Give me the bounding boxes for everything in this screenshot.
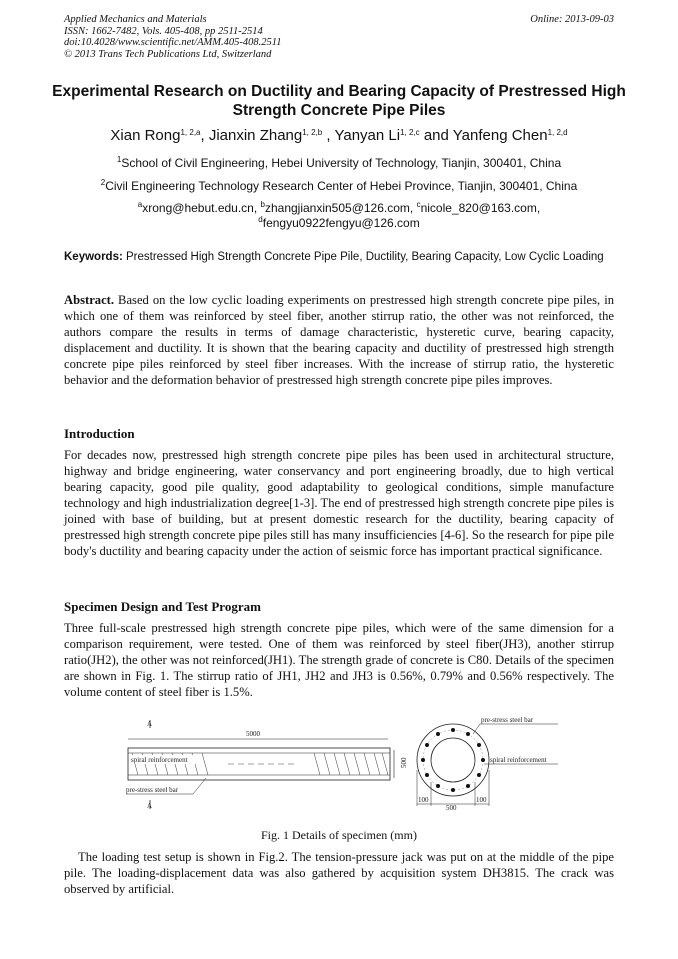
section-mark-top: A xyxy=(147,720,153,728)
author-name: Yanfeng Chen xyxy=(452,127,548,144)
author-sep: and xyxy=(419,127,453,144)
spiral-ring xyxy=(423,730,483,790)
author-sup: 1, 2,d xyxy=(547,128,568,137)
keywords-text: Prestressed High Strength Concrete Pipe Pile, Ductility, Bearing Capacity, Low Cyclic Loading xyxy=(126,251,604,263)
length-label: 5000 xyxy=(246,730,260,738)
doi: doi:10.4028/www.scientific.net/AMM.405-408.2511 xyxy=(64,37,282,48)
dim-mid-label: 500 xyxy=(446,804,457,812)
abstract xyxy=(64,292,614,388)
intro-paragraph: For decades now, prestressed high strength concrete pipe piles has been used in architectural structure, highway and bridge engineering, water conservancy and port engineering broadly, due to high vertical bearing capacity, good pile quality, good adaptability to geological conditions, simple manufacture technology and high industrialization degree[1-3]. The end of prestressed high strength concrete pipe piles is joined with base of building, but at present domestic research for the ductility, bearing capacity of prestressed high strength concrete pipe piles still has many insufficiencies [4-6]. So the research for pipe pile body's ductility and bearing capacity under the action of seismic force has important practical significance. xyxy=(64,448,614,558)
online-date: Online: 2013-09-03 xyxy=(530,14,614,25)
abstract-text: Based on the low cyclic loading experiments on prestressed high strength concrete pipe piles, in which one of them was reinforced by steel fiber, another stirrup ratio, the other was not reinforced, the authors compare the results in terms of damage characteristic, hysteretic curve, bearing capacity, displacement and ductility. It is shown that the bearing capacity and ductility of prestressed high strength concrete pipe piles reinforced by steel fiber increases. With the increase of stirrup ratio, the hysteretic behavior and the deformation behavior of prestressed high strength concrete pipe piles improves. xyxy=(64,293,614,387)
author-sep: , xyxy=(322,127,335,144)
email[interactable]: nicole_820@163.com, xyxy=(420,201,541,215)
affiliation-sup: 2 xyxy=(100,178,106,187)
email[interactable]: xrong@hebut.edu.cn, xyxy=(142,201,261,215)
specimen-paragraph: Three full-scale prestressed high strength concrete pipe piles, which were of the same dimension for a comparison requirement, were tested. One of them was reinforced by steel fiber(JH3), another stirrup ratio(JH2), the other was not reinforced(JH1). The strength grade of concrete is C80. Details of the specimen are shown in Fig. 1. The stirrup ratio of JH1, JH2 and JH3 is 0.56%, 0.79% and 0.56% respectively. The volume content of steel fiber is 1.5%. xyxy=(64,621,614,699)
author-list xyxy=(40,126,638,146)
prestress-label-left: pre-stress steel bar xyxy=(126,786,179,794)
email-sup: d xyxy=(258,215,263,224)
pipe-inner-circle xyxy=(431,738,475,782)
author-sup: 1, 2,b xyxy=(302,128,323,137)
email-sup: b xyxy=(260,200,265,209)
author-name: Yanyan Li xyxy=(334,127,401,144)
author-name: Jianxin Zhang xyxy=(208,127,303,144)
section-mark-bottom: A xyxy=(147,802,153,810)
journal-name: Applied Mechanics and Materials xyxy=(64,14,207,25)
paper-title: Experimental Research on Ductility and Bearing Capacity of Prestressed High Strength Concrete Pipe Piles xyxy=(52,83,626,119)
spiral-label-left: spiral reinforcement xyxy=(131,756,188,764)
email[interactable]: fengyu0922fengyu@126.com xyxy=(262,216,420,230)
abstract-label: Abstract. xyxy=(64,293,115,307)
email-sup: a xyxy=(137,200,143,209)
copyright: © 2013 Trans Tech Publications Ltd, Switzerland xyxy=(64,48,272,60)
figure-caption: Fig. 1 Details of specimen (mm) xyxy=(261,828,417,842)
loading-paragraph: The loading test setup is shown in Fig.2. The tension-pressure jack was put on at the middle of the pipe pile. The loading-displacement data was also gathered by acquisition system DH3815. The crack was observed by artificial. xyxy=(64,850,614,896)
dim-right-label: 100 xyxy=(476,796,487,804)
keywords xyxy=(64,250,614,264)
author-sup: 1, 2,a xyxy=(180,128,201,137)
prestress-leader-tip xyxy=(193,778,206,794)
affiliation-text: School of Civil Engineering, Hebei University of Technology, Tianjin, 300401, China xyxy=(121,156,562,170)
email-list xyxy=(40,201,638,231)
email-sup: c xyxy=(416,200,421,209)
keywords-label: Keywords: xyxy=(64,251,123,263)
specimen-figure xyxy=(118,712,563,812)
affiliation-sup: 1 xyxy=(116,155,122,164)
intro-heading: Introduction xyxy=(64,426,135,441)
specimen-heading: Specimen Design and Test Program xyxy=(64,599,261,614)
affiliation-text: Civil Engineering Technology Research Center of Hebei Province, Tianjin, 300401, China xyxy=(105,179,578,193)
prestress-label-right: pre-stress steel bar xyxy=(481,716,534,724)
journal-header xyxy=(64,14,614,60)
author-sep: , xyxy=(200,127,209,144)
author-name: Xian Rong xyxy=(110,127,181,144)
affiliation-1 xyxy=(40,156,638,171)
diameter-label: 500 xyxy=(400,757,408,768)
affiliation-2 xyxy=(40,179,638,194)
spiral-label-right: spiral reinforcement xyxy=(490,756,547,764)
dim-left-label: 100 xyxy=(418,796,429,804)
issn: ISSN: 1662-7482, Vols. 405-408, pp 2511-2514 xyxy=(64,25,263,37)
pipe-outer-circle xyxy=(417,724,489,796)
email[interactable]: zhangjianxin505@126.com, xyxy=(264,201,417,215)
author-sup: 1, 2,c xyxy=(400,128,420,137)
